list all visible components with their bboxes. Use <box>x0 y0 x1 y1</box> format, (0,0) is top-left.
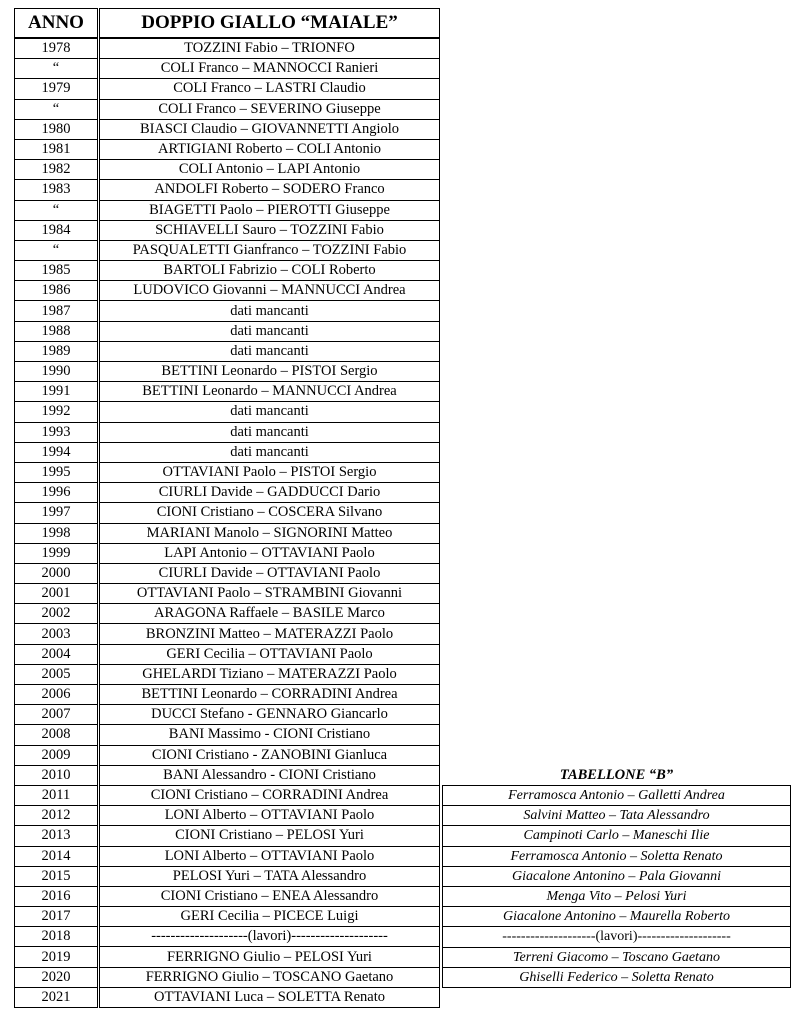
coppia-cell: SCHIAVELLI Sauro – TOZZINI Fabio <box>99 220 440 240</box>
anno-cell: 2005 <box>15 664 99 684</box>
table-row <box>15 422 440 442</box>
anno-cell: 1997 <box>15 503 99 523</box>
table-row <box>15 200 440 220</box>
table-row <box>15 846 440 866</box>
table-row <box>15 220 440 240</box>
coppia-cell: CIONI Cristiano – COSCERA Silvano <box>99 503 440 523</box>
table-row <box>15 624 440 644</box>
table-row <box>15 806 440 826</box>
table-row <box>15 644 440 664</box>
anno-cell: 1989 <box>15 341 99 361</box>
table-row <box>15 765 440 785</box>
anno-cell: 1991 <box>15 382 99 402</box>
anno-cell: 2003 <box>15 624 99 644</box>
table-row <box>15 119 440 139</box>
anno-cell: “ <box>15 99 99 119</box>
table-row <box>15 301 440 321</box>
table-row <box>15 281 440 301</box>
coppia-cell: dati mancanti <box>99 301 440 321</box>
header-row <box>15 9 440 39</box>
anno-cell: 2012 <box>15 806 99 826</box>
anno-cell: 2019 <box>15 947 99 967</box>
table-row <box>15 866 440 886</box>
anno-cell: 2010 <box>15 765 99 785</box>
anno-cell: 1986 <box>15 281 99 301</box>
coppia-cell: PASQUALETTI Gianfranco – TOZZINI Fabio <box>99 240 440 260</box>
tabellone-b-cell: Salvini Matteo – Tata Alessandro <box>443 806 791 826</box>
tabellone-b-cell: Ferramosca Antonio – Galletti Andrea <box>443 786 791 806</box>
table-row <box>15 907 440 927</box>
anno-cell: 2000 <box>15 563 99 583</box>
coppia-cell: CIONI Cristiano – PELOSI Yuri <box>99 826 440 846</box>
anno-cell: 2008 <box>15 725 99 745</box>
coppia-cell: GHELARDI Tiziano – MATERAZZI Paolo <box>99 664 440 684</box>
table-row <box>15 826 440 846</box>
anno-cell: 1978 <box>15 38 99 59</box>
anno-cell: 2016 <box>15 886 99 906</box>
table-row <box>15 886 440 906</box>
table-row <box>15 563 440 583</box>
anno-cell: 1985 <box>15 261 99 281</box>
coppia-cell: DUCCI Stefano - GENNARO Giancarlo <box>99 705 440 725</box>
tabellone-b-row <box>443 907 791 927</box>
coppia-cell: GERI Cecilia – OTTAVIANI Paolo <box>99 644 440 664</box>
table-row <box>15 967 440 987</box>
tabellone-b-cell: Giacalone Antonino – Pala Giovanni <box>443 866 791 886</box>
coppia-cell: OTTAVIANI Luca – SOLETTA Renato <box>99 987 440 1007</box>
anno-cell: 1998 <box>15 523 99 543</box>
coppia-cell: BANI Massimo - CIONI Cristiano <box>99 725 440 745</box>
coppia-cell: CIONI Cristiano – CORRADINI Andrea <box>99 785 440 805</box>
tabellone-b-row <box>443 806 791 826</box>
coppia-cell: LAPI Antonio – OTTAVIANI Paolo <box>99 543 440 563</box>
table-row <box>15 321 440 341</box>
tabellone-b-body <box>443 786 791 988</box>
table-row <box>15 785 440 805</box>
anno-cell: “ <box>15 200 99 220</box>
anno-cell: 2015 <box>15 866 99 886</box>
tabellone-b-row <box>443 866 791 886</box>
anno-cell: 2013 <box>15 826 99 846</box>
coppia-cell: ANDOLFI Roberto – SODERO Franco <box>99 180 440 200</box>
table-row <box>15 240 440 260</box>
anno-cell: 1992 <box>15 402 99 422</box>
anno-cell: 1983 <box>15 180 99 200</box>
anno-cell: 2017 <box>15 907 99 927</box>
coppia-cell: dati mancanti <box>99 341 440 361</box>
anno-cell: 1982 <box>15 160 99 180</box>
coppia-cell: BETTINI Leonardo – PISTOI Sergio <box>99 362 440 382</box>
tabellone-b-row <box>443 947 791 967</box>
table-row <box>15 38 440 59</box>
table-row <box>15 341 440 361</box>
coppia-cell: CIONI Cristiano – ENEA Alessandro <box>99 886 440 906</box>
coppia-cell: CIURLI Davide – OTTAVIANI Paolo <box>99 563 440 583</box>
coppia-cell: PELOSI Yuri – TATA Alessandro <box>99 866 440 886</box>
coppia-cell: BIAGETTI Paolo – PIEROTTI Giuseppe <box>99 200 440 220</box>
anno-cell: 1995 <box>15 462 99 482</box>
coppia-cell: FERRIGNO Giulio – TOSCANO Gaetano <box>99 967 440 987</box>
coppia-cell: COLI Franco – LASTRI Claudio <box>99 79 440 99</box>
anno-cell: 1993 <box>15 422 99 442</box>
anno-cell: 1984 <box>15 220 99 240</box>
table-row <box>15 382 440 402</box>
coppia-cell: dati mancanti <box>99 402 440 422</box>
coppia-cell: LUDOVICO Giovanni – MANNUCCI Andrea <box>99 281 440 301</box>
header-title: DOPPIO GIALLO “MAIALE” <box>99 9 440 39</box>
tabellone-b-table <box>442 785 791 988</box>
tabellone-b-cell: Giacalone Antonino – Maurella Roberto <box>443 907 791 927</box>
coppia-cell: dati mancanti <box>99 422 440 442</box>
coppia-cell: BIASCI Claudio – GIOVANNETTI Angiolo <box>99 119 440 139</box>
table-row <box>15 947 440 967</box>
table-row <box>15 362 440 382</box>
table-row <box>15 180 440 200</box>
table-row <box>15 745 440 765</box>
table-row <box>15 462 440 482</box>
tabellone-b-cell: Ferramosca Antonio – Soletta Renato <box>443 846 791 866</box>
anno-cell: 2004 <box>15 644 99 664</box>
anno-cell: “ <box>15 59 99 79</box>
coppia-cell: BRONZINI Matteo – MATERAZZI Paolo <box>99 624 440 644</box>
anno-cell: 1981 <box>15 139 99 159</box>
table-row <box>15 664 440 684</box>
table-row <box>15 402 440 422</box>
table-row <box>15 139 440 159</box>
tabellone-b-cell: Menga Vito – Pelosi Yuri <box>443 886 791 906</box>
anno-cell: 1990 <box>15 362 99 382</box>
tabellone-b-row <box>443 927 791 947</box>
coppia-cell: LONI Alberto – OTTAVIANI Paolo <box>99 846 440 866</box>
anno-cell: 2014 <box>15 846 99 866</box>
main-table <box>14 8 440 1008</box>
coppia-cell: COLI Franco – SEVERINO Giuseppe <box>99 99 440 119</box>
table-row <box>15 79 440 99</box>
anno-cell: 2020 <box>15 967 99 987</box>
anno-cell: 2011 <box>15 785 99 805</box>
coppia-cell: GERI Cecilia – PICECE Luigi <box>99 907 440 927</box>
coppia-cell: BETTINI Leonardo – CORRADINI Andrea <box>99 685 440 705</box>
anno-cell: 1980 <box>15 119 99 139</box>
table-row <box>15 99 440 119</box>
coppia-cell: ARTIGIANI Roberto – COLI Antonio <box>99 139 440 159</box>
anno-cell: 1987 <box>15 301 99 321</box>
coppia-cell: OTTAVIANI Paolo – PISTOI Sergio <box>99 462 440 482</box>
table-row <box>15 261 440 281</box>
coppia-cell: CIONI Cristiano - ZANOBINI Gianluca <box>99 745 440 765</box>
coppia-cell: OTTAVIANI Paolo – STRAMBINI Giovanni <box>99 584 440 604</box>
anno-cell: 2007 <box>15 705 99 725</box>
coppia-cell: ARAGONA Raffaele – BASILE Marco <box>99 604 440 624</box>
anno-cell: 1979 <box>15 79 99 99</box>
coppia-cell: BETTINI Leonardo – MANNUCCI Andrea <box>99 382 440 402</box>
anno-cell: 2006 <box>15 685 99 705</box>
coppia-cell: dati mancanti <box>99 442 440 462</box>
tabellone-b-cell: Campinoti Carlo – Maneschi Ilie <box>443 826 791 846</box>
coppia-cell: TOZZINI Fabio – TRIONFO <box>99 38 440 59</box>
anno-cell: 1996 <box>15 483 99 503</box>
anno-cell: 2018 <box>15 927 99 947</box>
coppia-cell: BANI Alessandro - CIONI Cristiano <box>99 765 440 785</box>
tabellone-b-row <box>443 786 791 806</box>
coppia-cell: dati mancanti <box>99 321 440 341</box>
coppia-cell: LONI Alberto – OTTAVIANI Paolo <box>99 806 440 826</box>
coppia-cell: COLI Franco – MANNOCCI Ranieri <box>99 59 440 79</box>
table-row <box>15 483 440 503</box>
table-row <box>15 685 440 705</box>
coppia-cell: CIURLI Davide – GADDUCCI Dario <box>99 483 440 503</box>
anno-cell: 2001 <box>15 584 99 604</box>
anno-cell: 2002 <box>15 604 99 624</box>
table-row <box>15 442 440 462</box>
tabellone-b-title: TABELLONE “B” <box>559 767 674 783</box>
table-row <box>15 160 440 180</box>
tabellone-b-cell: --------------------(lavori)-------------------- <box>443 927 791 947</box>
tabellone-b-row <box>443 967 791 987</box>
table-row <box>15 987 440 1007</box>
tabellone-b-row <box>443 846 791 866</box>
tabellone-b-cell: Terreni Giacomo – Toscano Gaetano <box>443 947 791 967</box>
table-row <box>15 725 440 745</box>
anno-cell: “ <box>15 240 99 260</box>
tabellone-b-cell: Ghiselli Federico – Soletta Renato <box>443 967 791 987</box>
main-table-body <box>15 38 440 1008</box>
tabellone-b-row <box>443 826 791 846</box>
anno-cell: 1988 <box>15 321 99 341</box>
table-row <box>15 927 440 947</box>
coppia-cell: COLI Antonio – LAPI Antonio <box>99 160 440 180</box>
anno-cell: 1999 <box>15 543 99 563</box>
table-row <box>15 543 440 563</box>
table-row <box>15 523 440 543</box>
table-row <box>15 705 440 725</box>
table-row <box>15 503 440 523</box>
tabellone-b-row <box>443 886 791 906</box>
table-row <box>15 604 440 624</box>
coppia-cell: BARTOLI Fabrizio – COLI Roberto <box>99 261 440 281</box>
table-row <box>15 584 440 604</box>
anno-cell: 1994 <box>15 442 99 462</box>
coppia-cell: --------------------(lavori)-------------------- <box>99 927 440 947</box>
coppia-cell: FERRIGNO Giulio – PELOSI Yuri <box>99 947 440 967</box>
anno-cell: 2021 <box>15 987 99 1007</box>
header-anno: ANNO <box>15 9 99 39</box>
coppia-cell: MARIANI Manolo – SIGNORINI Matteo <box>99 523 440 543</box>
anno-cell: 2009 <box>15 745 99 765</box>
table-row <box>15 59 440 79</box>
